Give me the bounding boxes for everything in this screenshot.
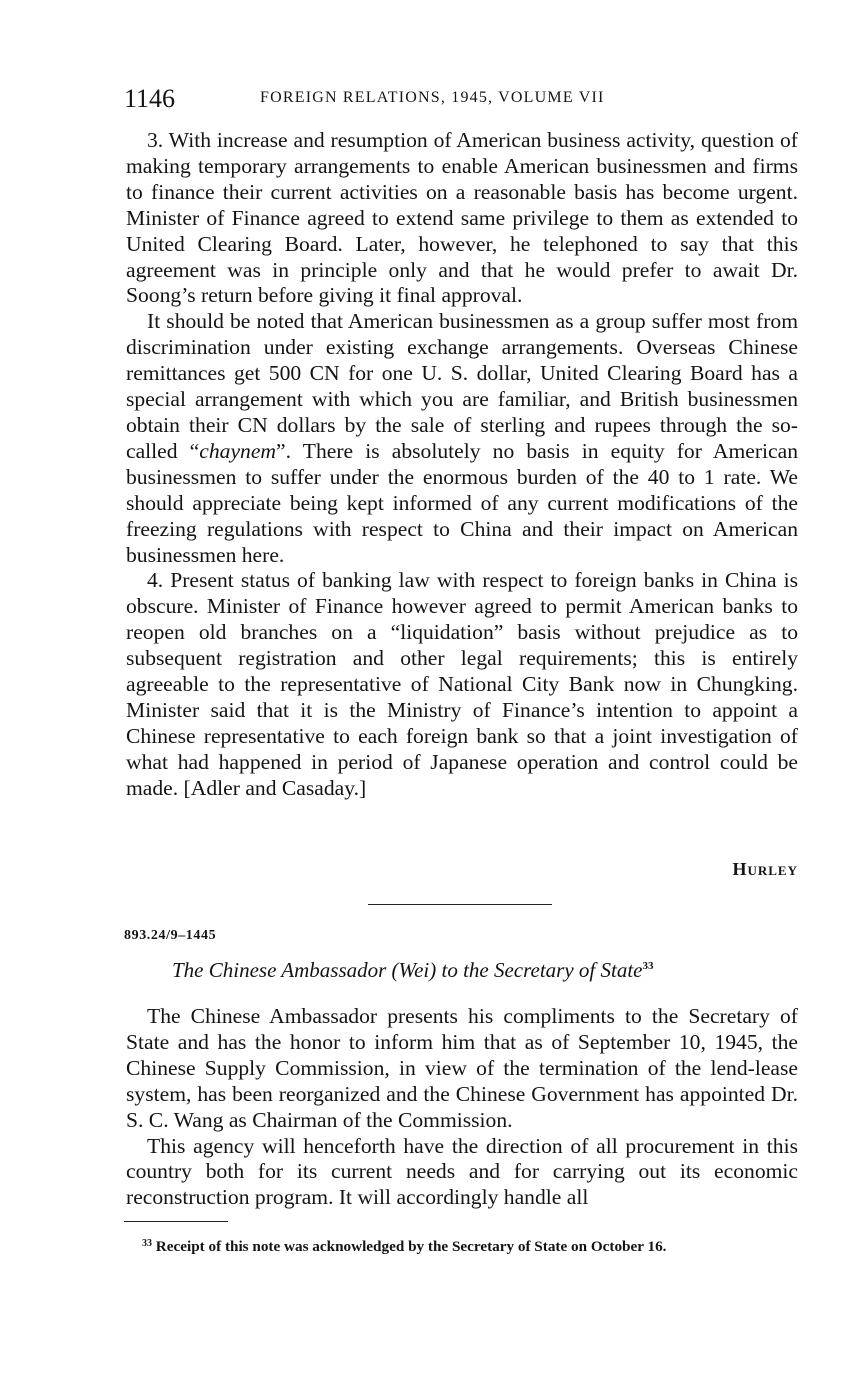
paragraph-4: 4. Present status of banking law with respect to foreign banks in China is obscure. Minister of Finance however agreed to permit American banks to reopen old branches on a “liquidation” basis without prejudice as to subsequent registration and other legal requirements; this is entirely agreeable to the representative of National City Bank now in Chungking. Minister said that it is the Ministry of Finance’s intention to appoint a Chinese representative to each foreign bank so that a joint investigation of what had happened in period of Japanese operation and control could be made. [Adler and Casaday.]	[126, 568, 798, 800]
footnote-text: Receipt of this note was acknowledged by the Secretary of State on October 16.	[155, 1238, 667, 1255]
running-head: FOREIGN RELATIONS, 1945, VOLUME VII	[260, 89, 605, 106]
ambassador-note-body	[126, 1004, 798, 1211]
document-title-text: The Chinese Ambassador (Wei) to the Secretary of State	[172, 958, 643, 982]
paragraph-discrimination	[126, 309, 798, 568]
footnote-marker: 33	[142, 1238, 152, 1249]
page-number: 1146	[124, 84, 176, 113]
signature-initial: H	[732, 859, 748, 879]
document-title	[172, 958, 654, 983]
paragraph-discrimination-part-2: ”. There is absolutely no basis in equity for American businessmen to suffer under the enormous burden of the 40 to 1 rate. We should appreciate being kept informed of any current modifications of the freezing regulations with respect to China and their impact on American businessmen here.	[126, 438, 798, 567]
signature-hurley	[560, 859, 798, 880]
note-paragraph-2: This agency will henceforth have the direction of all procurement in this country both for its current needs and for carrying out its economic reconstruction program. It will accordingly handle all	[126, 1133, 798, 1210]
chaynem-term: chaynem	[199, 438, 277, 463]
signature-rest: URLEY	[747, 863, 798, 878]
footnote-rule	[124, 1221, 228, 1222]
footnote-33	[124, 1235, 798, 1255]
title-footnote-ref: 33	[642, 960, 654, 972]
paragraph-discrimination-part-1: It should be noted that American businessmen as a group suffer most from discrimination under existing exchange arrangements. Overseas Chinese remittances get 500 CN for one U. S. dollar, United Clearing Board has a special arrangement with which you are familiar, and British businessmen obtain their CN dollars by the sale of sterling and rupees through the so-called “	[126, 309, 798, 463]
file-number: 893.24/9–1445	[124, 928, 217, 943]
note-paragraph-1: The Chinese Ambassador presents his compliments to the Secretary of State and has the honor to inform him that as of September 10, 1945, the Chinese Supply Commission, in view of the termination of the lend-lease system, has been reorganized and the Chinese Government has appointed Dr. S. C. Wang as Chairman of the Commission.	[126, 1004, 798, 1132]
paragraph-3: 3. With increase and resumption of American business activity, question of making temporary arrangements to enable American businessmen and firms to finance their current activities on a reasonable basis has become urgent. Minister of Finance agreed to extend same privilege to them as extended to United Clearing Board. Later, however, he telephoned to say that this agreement was in principle only and that he would prefer to await Dr. Soong’s return before giving it final approval.	[126, 128, 798, 308]
telegram-body	[126, 128, 798, 802]
section-divider	[368, 904, 552, 905]
